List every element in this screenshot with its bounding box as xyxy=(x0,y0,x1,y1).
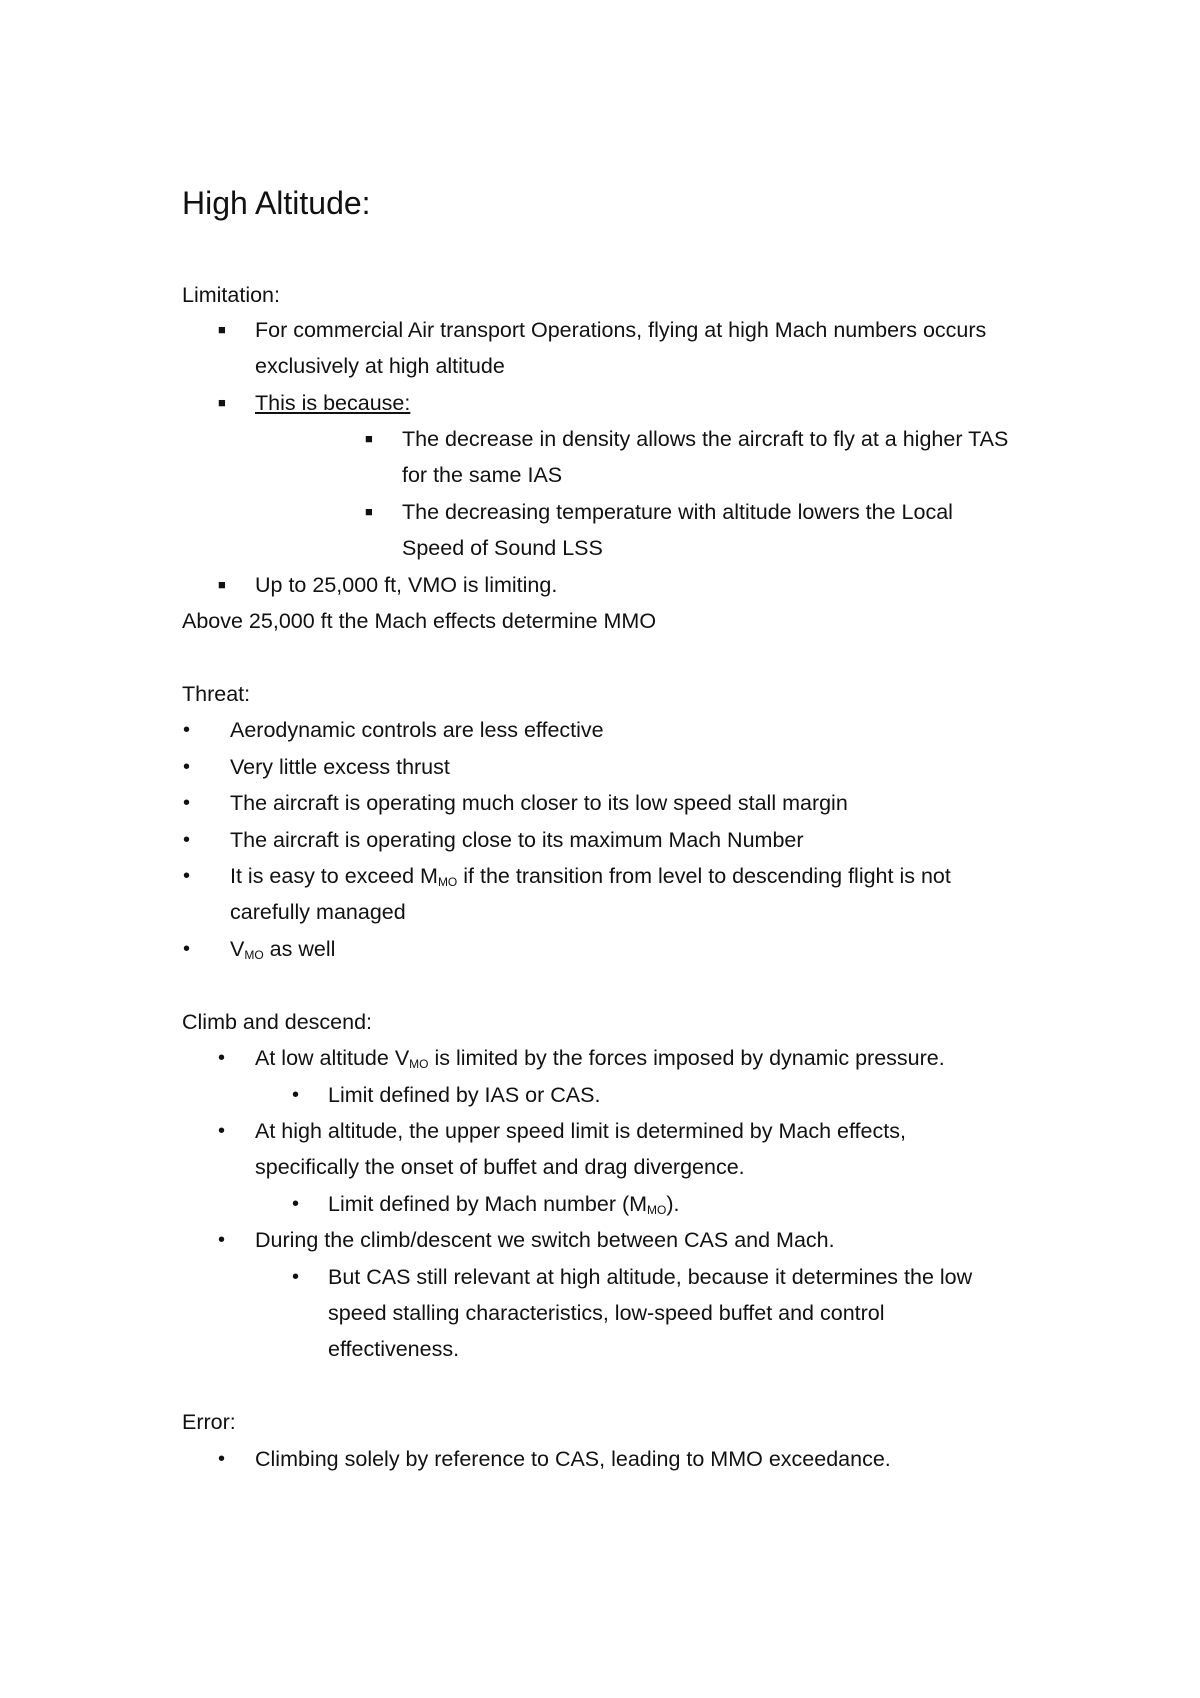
bullet-dot-icon: • xyxy=(218,1229,226,1251)
climb-bullet-2-sub-1-post: ). xyxy=(666,1192,680,1216)
page-title: High Altitude: xyxy=(182,185,371,221)
bullet-dot-icon: • xyxy=(183,865,191,887)
climb-bullet-1-pre: At low altitude V xyxy=(255,1046,410,1070)
square-bullet-icon: ■ xyxy=(218,577,226,592)
error-bullet-1: Climbing solely by reference to CAS, leading to MMO exceedance. xyxy=(255,1447,891,1471)
climb-bullet-1 xyxy=(255,1040,945,1076)
square-bullet-icon: ■ xyxy=(365,431,373,446)
limitation-sub-2-line-1: The decreasing temperature with altitude lowers the Local xyxy=(402,500,953,524)
climb-bullet-2-sub-1-pre: Limit defined by Mach number (M xyxy=(328,1192,648,1216)
bullet-dot-icon: • xyxy=(218,1120,226,1142)
limitation-sub-2-line-2: Speed of Sound LSS xyxy=(402,536,603,560)
threat-item-5-line-1 xyxy=(230,858,951,894)
limitation-bullet-2: This is because: xyxy=(255,391,411,415)
threat-heading: Threat: xyxy=(182,682,251,706)
square-bullet-icon: ■ xyxy=(365,504,373,519)
threat-item-6-post: as well xyxy=(263,937,336,961)
climb-bullet-2-sub-1 xyxy=(328,1186,680,1222)
threat-item-5-line-2: carefully managed xyxy=(230,900,406,924)
square-bullet-icon: ■ xyxy=(218,395,226,410)
bullet-dot-icon: • xyxy=(292,1266,300,1288)
bullet-dot-icon: • xyxy=(292,1193,300,1215)
limitation-bullet-1-line-2: exclusively at high altitude xyxy=(255,354,505,378)
bullet-dot-icon: • xyxy=(292,1084,300,1106)
threat-item-2: Very little excess thrust xyxy=(230,755,450,779)
climb-bullet-3: During the climb/descent we switch between CAS and Mach. xyxy=(255,1228,835,1252)
error-heading: Error: xyxy=(182,1410,236,1434)
threat-item-5-pre: It is easy to exceed M xyxy=(230,864,438,888)
bullet-dot-icon: • xyxy=(183,792,191,814)
bullet-dot-icon: • xyxy=(218,1047,226,1069)
climb-bullet-1-sub-1: Limit defined by IAS or CAS. xyxy=(328,1083,601,1107)
threat-item-5-post: if the transition from level to descending flight is not xyxy=(457,864,951,888)
threat-item-6 xyxy=(230,931,335,967)
threat-item-5-subscript: MO xyxy=(437,875,458,889)
bullet-dot-icon: • xyxy=(218,1448,226,1470)
limitation-sub-1-line-2: for the same IAS xyxy=(402,463,563,487)
threat-item-6-pre: V xyxy=(230,937,245,961)
climb-bullet-2-line-1: At high altitude, the upper speed limit is determined by Mach effects, xyxy=(255,1119,906,1143)
limitation-bullet-3: Up to 25,000 ft, VMO is limiting. xyxy=(255,573,558,597)
bullet-dot-icon: • xyxy=(183,938,191,960)
threat-item-1: Aerodynamic controls are less effective xyxy=(230,718,604,742)
threat-item-4: The aircraft is operating close to its maximum Mach Number xyxy=(230,828,804,852)
threat-item-6-subscript: MO xyxy=(244,948,264,962)
climb-bullet-2-sub-1-subscript: MO xyxy=(647,1203,667,1217)
climb-bullet-3-sub-1-line-2: speed stalling characteristics, low-speed buffet and control xyxy=(328,1301,885,1325)
limitation-heading: Limitation: xyxy=(182,283,280,307)
square-bullet-icon: ■ xyxy=(218,322,226,337)
bullet-dot-icon: • xyxy=(183,829,191,851)
climb-heading: Climb and descend: xyxy=(182,1010,373,1034)
climb-bullet-3-sub-1-line-1: But CAS still relevant at high altitude, because it determines the low xyxy=(328,1265,973,1289)
limitation-bullet-1-line-1: For commercial Air transport Operations, flying at high Mach numbers occurs xyxy=(255,318,987,342)
climb-bullet-3-sub-1-line-3: effectiveness. xyxy=(328,1337,460,1361)
threat-item-3: The aircraft is operating much closer to its low speed stall margin xyxy=(230,791,848,815)
bullet-dot-icon: • xyxy=(183,719,191,741)
limitation-after-text: Above 25,000 ft the Mach effects determine MMO xyxy=(182,609,657,633)
climb-bullet-1-subscript: MO xyxy=(409,1057,429,1071)
limitation-sub-1-line-1: The decrease in density allows the aircraft to fly at a higher TAS xyxy=(402,427,1009,451)
bullet-dot-icon: • xyxy=(183,756,191,778)
climb-bullet-2-line-2: specifically the onset of buffet and drag divergence. xyxy=(255,1155,745,1179)
climb-bullet-1-post: is limited by the forces imposed by dynamic pressure. xyxy=(428,1046,945,1070)
